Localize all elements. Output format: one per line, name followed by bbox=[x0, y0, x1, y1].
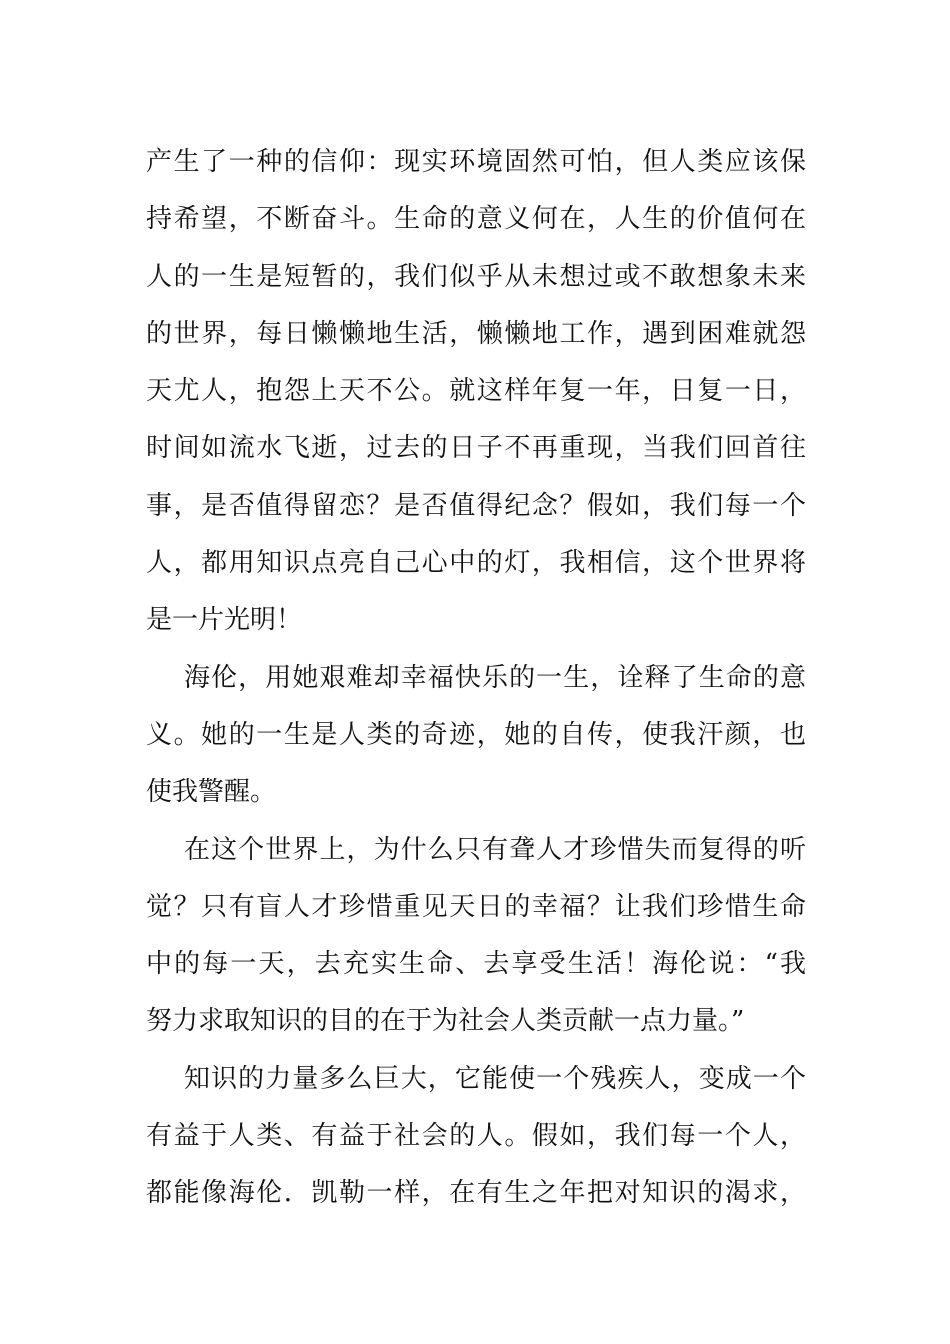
text-line-15: 中的每一天，去充实生命、去享受生活！海伦说：“我 bbox=[146, 949, 806, 980]
text-line-13: 在这个世界上，为什么只有聋人才珍惜失而复得的听 bbox=[184, 834, 806, 865]
text-line-17: 知识的力量多么巨大，它能使一个残疾人，变成一个 bbox=[184, 1063, 806, 1094]
text-line-6: 时间如流水飞逝，过去的日子不再重现，当我们回首往 bbox=[146, 433, 806, 464]
text-line-9: 是一片光明！ bbox=[146, 605, 303, 636]
text-line-11: 义。她的一生是人类的奇迹，她的自传，使我汗颜，也 bbox=[146, 719, 806, 750]
text-line-10: 海伦，用她艰难却幸福快乐的一生，诠释了生命的意 bbox=[184, 662, 806, 693]
text-line-4: 的世界，每日懒懒地生活，懒懒地工作，遇到困难就怨 bbox=[146, 318, 806, 349]
text-line-7: 事，是否值得留恋？是否值得纪念？假如，我们每一个 bbox=[146, 490, 806, 521]
body-text bbox=[146, 134, 806, 1223]
text-line-2: 持希望，不断奋斗。生命的意义何在，人生的价值何在 bbox=[146, 204, 806, 235]
text-line-12: 使我警醒。 bbox=[146, 777, 277, 808]
text-line-14: 觉？只有盲人才珍惜重见天日的幸福？让我们珍惜生命 bbox=[146, 891, 806, 922]
text-line-19: 都能像海伦．凯勒一样，在有生之年把对知识的渴求， bbox=[146, 1178, 806, 1209]
text-line-3: 人的一生是短暂的，我们似乎从未想过或不敢想象未来 bbox=[146, 261, 806, 292]
text-line-16: 努力求取知识的目的在于为社会人类贡献一点力量。” bbox=[146, 1006, 745, 1037]
text-line-8: 人，都用知识点亮自己心中的灯，我相信，这个世界将 bbox=[146, 548, 806, 579]
text-line-5: 天尤人，抱怨上天不公。就这样年复一年，日复一日， bbox=[146, 376, 806, 407]
text-line-1: 产生了一种的信仰：现实环境固然可怕，但人类应该保 bbox=[146, 147, 806, 177]
text-line-18: 有益于人类、有益于社会的人。假如，我们每一个人， bbox=[146, 1121, 806, 1152]
